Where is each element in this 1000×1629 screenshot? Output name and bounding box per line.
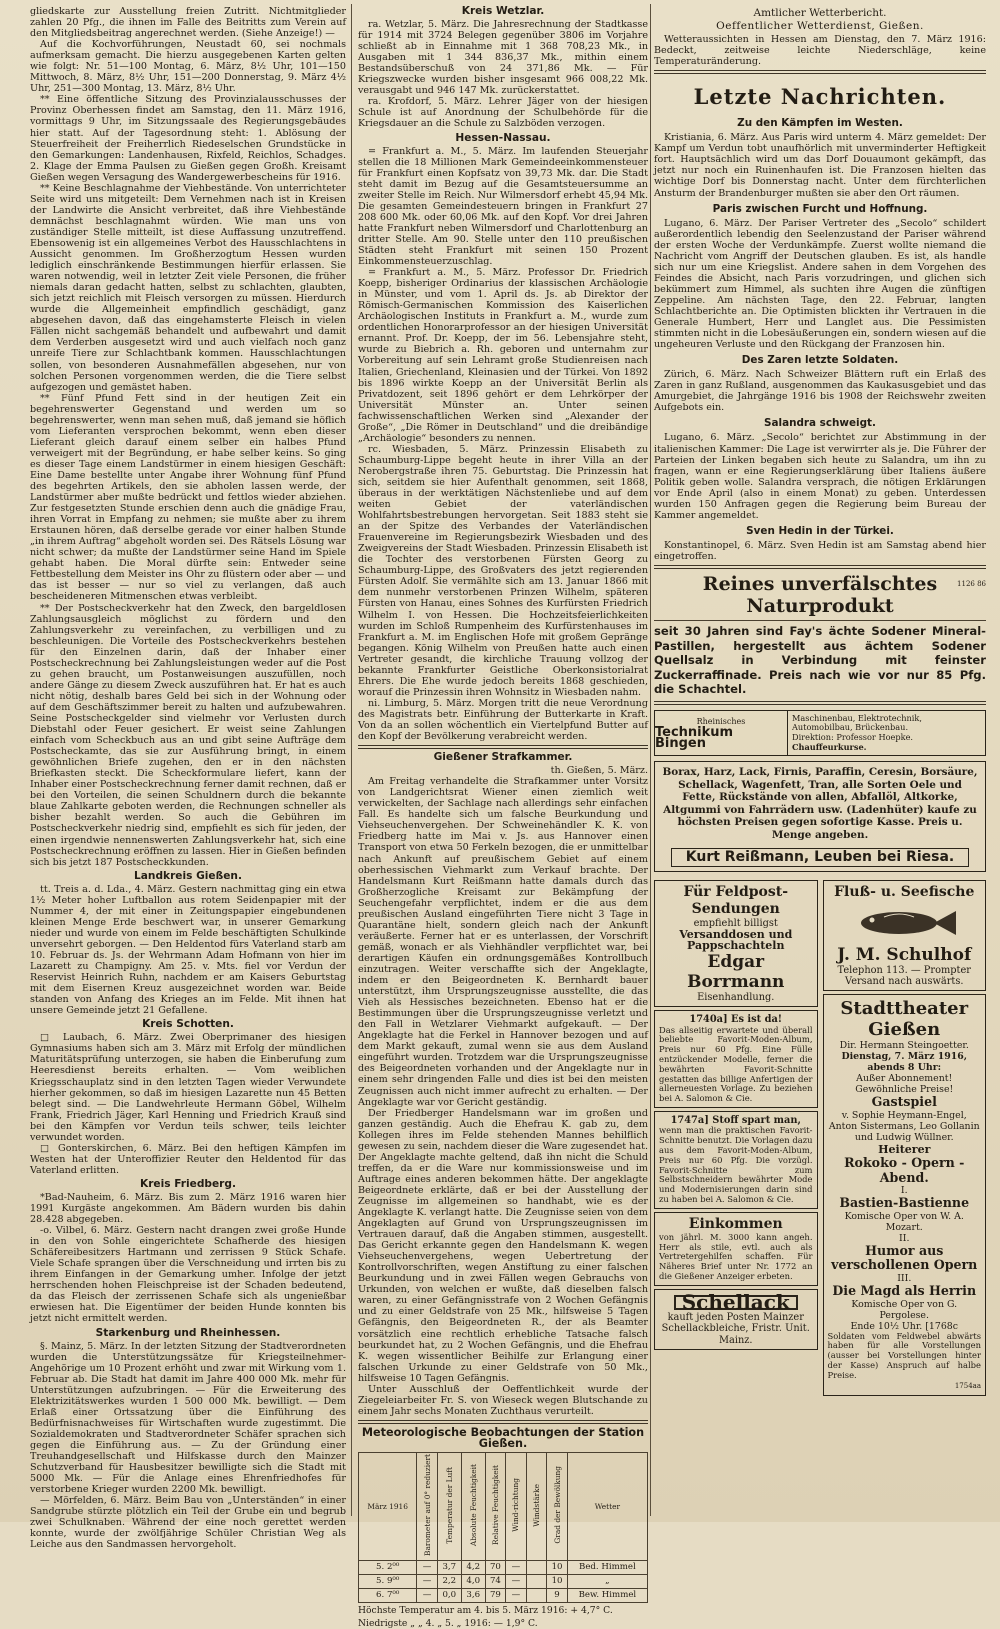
article-paragraph: -o. Vilbel, 6. März. Gestern nacht drangen zwei große Hunde in den von Sohle eingerichtete Schafherde des hiesigen Schäfereibesitzers Hartmann und zerrissen 9 Stück Schafe. Viele Schafe sprangen über die Verschneidung und irrten bis zu ihrem Einfangen in der Gemarkung umher. Infolge der jetzt herrschenden hohen Fleischpreise ist der Schaden bedeutend, da das Fleisch der zerrissenen Schafe sich als ungenießbar erwiesen hat. Die Eigentümer der beiden Hunde konnten bis jetzt nicht ermittelt werden. <box>30 1225 346 1325</box>
section-divider <box>654 701 986 705</box>
ad-stadttheater <box>823 994 987 1395</box>
ad-line: Chauffeurkurse. <box>792 741 867 752</box>
news-subheading: Salandra schweigt. <box>764 417 876 430</box>
theater-label: Heiterer <box>878 1142 931 1156</box>
theater-director: Dir. Hermann Steingoetter. <box>839 1040 969 1052</box>
meteo-max: Höchste Temperatur am 4. bis 5. März 1916: + 4,7° C. <box>358 1605 613 1617</box>
column-divider <box>650 4 651 1516</box>
meteo-cell <box>526 1561 547 1575</box>
theater-play: Humor aus verschollenen Opern <box>831 1242 978 1273</box>
meteo-cell: — <box>506 1561 527 1575</box>
article-paragraph: §. Mainz, 5. März. In der letzten Sitzung der Stadtverordneten wurden die Unterstützungssätze für Kriegsteilnehmer-Angehörige um 10 Prozent erhöht und zwar mit Wirkung vom 1. Februar ab. Die Stadt hat damit im Jahre 400 000 Mk. mehr für Unterstützungen aufzubringen. — Für die Erweiterung des Elektrizitätswerkes wurden 1 500 000 Mk. bewilligt. — Dem Erlaß einer Ortssatzung über die Einführung des Bedürfnisnachweises für Wirtschaften wurde zugestimmt. Die Sozialdemokraten und Stadtverordneter Schäfer sprachen sich gegen die Einführung aus. — Zu der Gründung einer Treuhandgesellschaft und Hilfskasse durch den Mainzer Schutzverband für Hausbesitzer bewilligte sich die Stadt mit 5000 Mk. — Für die Anlage eines Ehrenfriedhofes für verstorbene Krieger wurden 2200 Mk. bewilligt. <box>30 1340 346 1496</box>
meteo-header-text: Wind-richtung <box>511 1478 521 1532</box>
ad-reissmann <box>654 761 986 872</box>
theater-play-info: Komische Oper von G. Pergolese. <box>851 1298 958 1321</box>
ad-headline: Einkommen <box>688 1215 783 1232</box>
news-subheading: Paris zwischen Furcht und Hoffnung. <box>712 202 928 215</box>
article-paragraph: Konstantinopel, 6. März. Sven Hedin ist am Samstag abend hier eingetroffen. <box>654 539 986 562</box>
ad-body: von jährl. M. 3000 kann angeh. Herr als stile, evtl. auch als Vertretergehilfen schaffen. Für Näheres Brief unter Nr. 1772 an die Gießener Anzeiger erbeten. <box>659 1231 813 1281</box>
meteo-row <box>359 1561 648 1575</box>
meteo-cell: 5. 9⁰⁰ <box>359 1575 417 1589</box>
ad-feldpost <box>654 880 818 1008</box>
meteo-cell <box>526 1575 547 1589</box>
ad-column-right <box>823 877 987 1399</box>
meteo-cell: 5. 2⁰⁰ <box>359 1561 417 1575</box>
ad-column-left <box>654 877 818 1399</box>
meteo-cell: — <box>417 1589 438 1603</box>
meteo-header-cell <box>526 1453 547 1561</box>
meteo-cell: 74 <box>485 1575 506 1589</box>
meteo-cell: — <box>417 1561 438 1575</box>
theater-end: Ende 10½ Uhr. [1768c <box>850 1320 959 1332</box>
page-title: Letzte Nachrichten. <box>693 84 947 110</box>
weather-title: Amtlicher Wetterbericht. <box>753 7 887 19</box>
article-paragraph: ra. Krofdorf, 5. März. Lehrer Jäger von der hiesigen Schule ist auf Anordnung der Schulbehörde für die Kriegsdauer an die Schule zu Salzböden verzogen. <box>358 96 648 130</box>
section-heading: Gießener Strafkammer. <box>433 751 573 764</box>
theater-program: Rokoko - Opern - Abend. <box>844 1154 965 1185</box>
section-divider <box>654 70 986 74</box>
section-divider <box>358 1420 648 1424</box>
meteo-cell: 6. 7⁰⁰ <box>359 1589 417 1603</box>
article-paragraph: ** Eine öffentliche Sitzung des Provinzialausschusses der Provinz Oberhessen findet am Samstag, den 11. März 1916, vormittags 9 Uhr, im Sitzungssaale des Regierungsgebäudes hier statt. Auf der Tagesordnung steht: 1. Ablösung der Steuerfreiheit der Freiherrlich Riedeselschen Grundstücke in den Gemarkungen: Landenhausen, Rixfeld, Reichlos, Schadges. 2. Klage der Emma Paulsen zu Gießen gegen Großh. Kreisamt Gießen wegen Versagung des Wandergewerbescheins für 1916. <box>30 94 346 183</box>
fish-icon <box>828 903 982 943</box>
article-paragraph: ** Fünf Pfund Fett sind in der heutigen Zeit ein begehrenswerter Gegenstand und werden um so begehrenswerter, wenn man sehen muß, daß jemand sie höflich vom Lieferanten versprochen bekommt, wenn eben dieser Lieferant gleich darauf einem selber ein halbes Pfund verweigert mit der Begründung, er habe selber keins. So ging es dieser Tage einem Landstürmer in einem hiesigen Geschäft: Eine Dame bestellte unter Angabe ihrer Wohnung fünf Pfund des begehrten Artikels, den sie abholen lassen werde, der Landstürmer aber mußte bedrückt und fettlos wieder abziehen. Zur festgesetzten Stunde erschien denn auch die gnädige Frau, ihren Vorrat in Empfang zu nehmen; sie mußte aber zu ihrem Erstaunen hören, daß derselbe gerade vor einer halben Stunde „in ihrem Auftrag“ abgeholt worden sei. Des Rätsels Lösung war nicht schwer; da mußte der Landstürmer seine Hand im Spiele gehabt haben. Die Moral dürfte sein: Entweder seine Fettbestellung dem Meister ins Ohr zu flüstern oder aber — und das ist besser — nur so viel zu verlangen, daß auch bescheideneren Mitmenschen etwas verbleibt. <box>30 392 346 603</box>
article-paragraph: Kristiania, 6. März. Aus Paris wird unterm 4. März gemeldet: Der Kampf um Verdun tobt unaufhörlich mit unverminderter Heftigkeit fort. Hauptsächlich wird um das Dorf Douaumont gekämpft, das jetzt nur noch ein Ruinenhaufen ist. Die Franzosen hielten das wichtige Dorf bis Donnerstag nacht. Unter dem fürchterlichen Ansturm der Brandenburger mußten sie aber den Ort räumen. <box>654 132 986 199</box>
article-paragraph: Am Freitag verhandelte die Strafkammer unter Vorsitz von Landgerichtsrat Wiener einen ziemlich weit verwickelten, der Sachlage nach allerdings sehr einfachen Fall. Es handelte sich um falsche Beurkundung und Viehseuchenvergehen. Der Schweinehändler K. K. von Friedberg hatte im Mai v. Js. aus Hannover einen Transport von etwa 50 Ferkeln bezogen, die er unmittelbar nach Ankunft auf preußischem Gebiet auf einem oberhessischen Viehmarkt zum Verkauf brachte. Der Handelsmann Kurt Reißmann hatte damals durch das Großherzogliche Kreisamt zur Bekämpfung der Seuchengefahr verpflichtet, indem er die aus dem preußischen Ausland eingeführten Tiere nicht 3 Tage in Quarantäne hielt, sondern gleich nach der Ankunft veräußerte. Ferner hat er es unterlassen, der Vorschrift gemäß, wonach er als Viehhändler verpflichtet war, bei derartigen Käufen ein ordnungsgemäßes Kontrollbuch einzutragen. Weiter verschaffte sich der Angeklagte, indem er den Beigeordneten K. Bernhardt bauer unterstützt, ihm Ursprungszeugnisse ausstellte, die das Vieh als Hessisches bezeichneten. Ebenso hat er die Bestimmungen über die Ursprungszeugnisse verletzt und den Fall in Wetzlarer Viehmarkt aufgekauft. — Der Angeklagte hat die Ferkel in Hannover bezogen und auf dem Markt gekauft, zumal wenn sie aus dem Ausland eingeführt wurden. Trotzdem war die Ursprungszeugnisse des Beigeordneten vorhanden und der Angeklagte nur in einem sehr dringenden Falle und dies ist bei den meisten Zeugnissen auch nicht immer aufrecht zu erhalten. — Der Angeklagte war vor Gericht geständig. <box>358 776 648 1108</box>
meteo-cell: 79 <box>485 1589 506 1603</box>
section-heading: Kreis Schotten. <box>142 1018 234 1031</box>
news-subheading: Sven Hedin in der Türkei. <box>746 524 894 537</box>
theater-play: Die Magd als Herrin <box>832 1282 977 1298</box>
ad-small-text: Rheinisches <box>696 717 746 727</box>
ad-schellack <box>654 1289 818 1350</box>
section-heading: Landkreis Gießen. <box>134 869 242 882</box>
meteo-cell: 4,2 <box>461 1561 485 1575</box>
ad-code: 1126 86 <box>957 579 986 588</box>
column-regional-news <box>358 5 649 1629</box>
ad-body: Das allseitig erwartete und überall beliebte Favorit-Moden-Album, Preis nur 60 Pfg. Eine Fülle entzückender Modelle, ferner die bewährten Favorit-Schnitte gestatten das billige Anfertigen der allerneuesten Vorlage. Zu beziehen bei A. Salomon & Cie. <box>659 1024 813 1104</box>
meteo-body <box>359 1561 648 1603</box>
meteo-header-text: Temperatur der Luft <box>444 1466 454 1544</box>
article-paragraph: ni. Limburg, 5. März. Morgen tritt die neue Verordnung des Magistrats betr. Einführung der Butterkarte in Kraft. Von da an sollen wöchentlich ein Viertelpfund Butter auf den Kopf der Bevölkerung verabreicht werden. <box>358 697 648 743</box>
meteo-header-cell <box>485 1453 506 1561</box>
ad-line: Eisenhandlung. <box>697 991 775 1003</box>
meteo-header-text: Absolute Feuchtigkeit <box>468 1463 478 1547</box>
ad-line: empfiehlt billigst <box>693 917 778 929</box>
meteo-cell: 4,0 <box>461 1575 485 1589</box>
meteo-cell: 3,6 <box>461 1589 485 1603</box>
meteo-cell: 2,2 <box>437 1575 461 1589</box>
section-heading: Hessen-Nassau. <box>455 131 551 144</box>
article-paragraph: = Frankfurt a. M., 5. März. Professor Dr. Friedrich Koepp, bisheriger Ordinarius der klassischen Archäologie in Münster, und vom 1. April ds. Js. ab Direktor der Römisch-Germanischen Kommission des Kaiserlichen Archäologischen Instituts in Frankfurt a. M., wurde zum ordentlichen Honorarprofessor an der hiesigen Universität ernannt. Prof. Dr. Koepp, der im 56. Lebensjahre steht, wurde zu Biebrich a. Rh. geboren und unternahm zur Vorbereitung auf sein Lehramt große Studienreisen nach Italien, Griechenland, Kleinasien und der Türkei. Von 1892 bis 1896 wirkte Koepp an der Universität Berlin als Privatdozent, seit 1896 gehört er dem Lehrkörper der Universität Münster an. Unter seinen fachwissenschaftlichen Werken sind „Alexander der Große“, „Die Römer in Deutschland“ und die dreibändige „Archäologie“ besonders zu nennen. <box>358 267 648 444</box>
column-divider <box>351 4 352 1516</box>
section-divider <box>654 565 986 569</box>
ad-technikum-right <box>788 711 985 755</box>
ad-headline: 1747a] Stoff spart man, <box>670 1114 801 1126</box>
article-paragraph: ** Der Postscheckverkehr hat den Zweck, den bargeldlosen Zahlungsausgleich möglichst zu fördern und den Zahlungsverkehr zu vereinfachen, zu verbilligen und zu beschleunigen. Die Vorteile des Postscheckverkehrs bestehen für den Einzelnen darin, daß der Inhaber einer Postscheckrechnung bei Zahlungsleistungen weder auf die Post zu gehen braucht, um Postanweisungen auszufüllen, noch andere Gänge zu diesem Zweck auszuführen hat. Er hat es auch nicht nötig, deshalb bares Geld bei sich in der Wohnung oder auf dem Geschäftszimmer bereit zu halten und aufzubewahren. Seine Postscheckgelder sind vielmehr vor Verlusten durch Diebstahl oder Feuer gesichert. Er weist seine Zahlungen einfach vom Scheckbuch aus an und gibt seine Aufträge dem Postscheckamte, das sie zur Ausführung bringt, in einem gewöhnlichen Briefe zugehen, den er in den nächsten Briefkasten steckt. Die Scheckformulare liefert, kann der Inhaber einer Postscheckrechnung ferner damit rechnen, daß er bei den Vorteilen, die seinen Schuldnern durch die bekannte blaue Zahlkarte geboten werden, die Rechnungen schneller als bisher bezahlt werden. So auch die Gebühren im Postscheckverkehr niedrig sind, empfiehlt es sich für jeden, der einen irgendwie nennenswerten Zahlungsverkehr hat, sich eine Postscheckrechnung eröffnen zu lassen. Hier in Gießen befinden sich bis jetzt 187 Postscheckkunden. <box>30 602 346 868</box>
ad-code: 1754aa <box>954 1381 981 1390</box>
meteo-header-cell <box>461 1453 485 1561</box>
ad-name: J. M. Schulhof <box>837 944 972 965</box>
ad-technikum-left <box>655 711 788 755</box>
weather-subtitle: Oeffentlicher Wetterdienst, Gießen. <box>716 20 924 33</box>
ad-moden-album <box>654 1010 818 1108</box>
column-local-news <box>30 6 346 1551</box>
ad-fluss-seefische <box>823 880 987 992</box>
ad-technikum-bingen <box>654 710 986 756</box>
ad-line: Maschinenbau, Elektrotechnik, <box>792 712 922 723</box>
meteo-header-cell <box>417 1453 438 1561</box>
ad-headline: Reines unverfälschtes <box>702 572 938 595</box>
ad-headline: Naturprodukt <box>746 594 894 617</box>
article-paragraph: ra. Wetzlar, 5. März. Die Jahresrechnung der Stadtkasse für 1914 mit 3724 Belegen gegenüber 3806 im Vorjahre schließt ab in Einnahme mit 1 368 708,23 Mk., in Ausgaben mit 1 344 836,37 Mk., mithin einem Bestandsüberschuß von 24 371,86 Mk. — Für Kriegszwecke wurden bisher insgesamt 966 008,22 Mk. verausgabt und 946 147 Mk. zurückerstattet. <box>358 19 648 97</box>
news-subheading: Des Zaren letzte Soldaten. <box>741 354 899 367</box>
ad-fay-pastillen <box>654 573 986 697</box>
meteo-cell: 10 <box>547 1575 568 1589</box>
ad-divider <box>654 620 986 621</box>
meteo-cell: — <box>417 1575 438 1589</box>
theater-number: I. <box>900 1185 908 1197</box>
ad-name: Kurt Reißmann, Leuben bei Riesa. <box>671 848 969 867</box>
dateline: th. Gießen, 5. März. <box>550 765 648 777</box>
article-paragraph: rc. Wiesbaden, 5. März. Prinzessin Elisabeth zu Schaumburg-Lippe begeht heute in ihrer Villa an der Nerobergstraße ihren 75. Geburtstag. Die Prinzessin hat sich, seitdem sie hier Aufenthalt genommen, seit 1868, überaus in der werktätigen Nächstenliebe und auf dem weiten Gebiet der vaterländischen Wohlfahrtsbestrebungen hervorgetan. Seit 1883 steht sie an der Spitze des Verbandes der Vaterländischen Frauenvereine im Regierungsbezirk Wiesbaden und des Zweigvereins der Stadt Wiesbaden. Prinzessin Elisabeth ist die Tochter des verstorbenen Fürsten Georg zu Schaumburg-Lippe, des Großvaters des jetzt regierenden Fürsten Adolf. Sie vermählte sich am 13. Januar 1866 mit dem nunmehr verstorbenen Prinzen Wilhelm, späteren Fürsten von Hanau, eines Sohnes des Kurfürsten Friedrich Wilhelm I. von Hessen. Die Hochzeitsfeierlichkeiten wurden im Schloß Rumpenheim des Kurfürstenhauses im Frankfurt a. M. im Englischen Hofe mit großem Gepränge begangen. König Wilhelm von Preußen hatte auch einen Vertreter gesandt, die kirchliche Trauung vollzog der bekannte Frankfurter Geistliche Oberkonsistorialrat Ehrers. Die Ehe wurde jedoch bereits 1868 geschieden, worauf die Prinzessin ihren Wohnsitz in Wiesbaden nahm. <box>358 443 649 698</box>
article-paragraph: Lugano, 6. März. „Secolo“ berichtet zur Abstimmung in der italienischen Kammer: Die Lage ist verwirrter als je. Die Führer der Parteien der Linken begaben sich heute zu Salandra, um ihn zu fragen, wann er eine Regierungserklärung über Italiens äußere Politik geben wolle. Salandra versprach, die nötigen Erklärungen vor Ende April (also in einem Monat) zu geben. Unterdessen wurden 150 Anfragen gegen die Regierung beim Bureau der Kammer angemeldet. <box>654 432 986 521</box>
article-paragraph: Zürich, 6. März. Nach Schweizer Blättern ruft ein Erlaß des Zaren in ganz Rußland, ausgenommen das Kaukasusgebiet und das Amurgebiet, die Jahrgänge 1916 bis 1908 der Reichswehr zweiten Aufgebots ein. <box>654 369 986 414</box>
theater-name: Stadttheater Gießen <box>840 998 969 1041</box>
article-paragraph: — Mörfelden, 6. März. Beim Bau von „Unterständen“ in einer Sandgrube stürzte plötzlich ein Teil der Grube ein und begrub zwei Schulknaben. Während der eine noch gerettet werden konnte, wurde der zwölfjährige Schüler Christian Weg als Leiche aus den Sandmassen hervorgeholt. <box>30 1495 346 1551</box>
ad-name: Edgar Borrmann <box>687 951 785 992</box>
meteo-cell: 10 <box>547 1561 568 1575</box>
meteo-cell: 9 <box>547 1589 568 1603</box>
theater-abo: Außer Abonnement! Gewöhnliche Preise! <box>855 1073 954 1096</box>
ad-line: Automobilbau, Brückenbau. <box>792 722 909 733</box>
article-paragraph: *Bad-Nauheim, 6. März. Bis zum 2. März 1916 waren hier 1991 Kurgäste angekommen. Am Bädern wurden bis dahin 28.428 abgegeben. <box>30 1191 346 1226</box>
meteo-cell: Bed. Himmel <box>567 1561 647 1575</box>
ad-body: seit 30 Jahren sind Fay's ächte Sodener Mineral-Pastillen, hergestellt aus ächtem Sodener Quellsalz in Verbindung mit feinster Zuckerraffinade. Preis nach wie vor nur 85 Pfg. die Schachtel. <box>654 623 986 697</box>
meteo-header-cell: März 1916 <box>359 1453 417 1561</box>
ad-line: Telephon 113. — Prompter Versand nach auswärts. <box>837 964 971 987</box>
theater-play: Bastien-Bastienne <box>839 1195 970 1211</box>
meteo-cell <box>526 1589 547 1603</box>
theater-number: III. <box>897 1272 912 1284</box>
theater-performers: v. Sophie Heymann-Engel, Anton Sistermans, Leo Gollanin und Ludwig Wüllner. <box>828 1109 980 1143</box>
ad-line: Direktion: Professor Hoepke. <box>792 731 914 742</box>
meteo-row <box>359 1589 648 1603</box>
meteo-header-cell <box>437 1453 461 1561</box>
ad-grid <box>654 877 986 1399</box>
meteo-header-text: Grad der Bewölkung <box>552 1466 562 1544</box>
article-paragraph: gliedskarte zur Ausstellung freien Zutritt. Nichtmitglieder zahlen 20 Pfg., die ihnen im Falle des Beitritts zum Verein auf den Mitgliedsbeitrag angerechnet werden. (Siehe Anzeige!) — <box>30 6 346 40</box>
meteo-header-cell <box>506 1453 527 1561</box>
column-latest-news-ads <box>654 6 986 1516</box>
ad-body: Borax, Harz, Lack, Firnis, Paraffin, Ceresin, Borsäure, Schellack, Wagenfett, Tran, alle Sorten Oele und Fette, Rückstände von allen, Abfallöl, Altkorke, Altgummi von Fahrrädern usw. (Ladenhüter) kaufe zu höchsten Preisen gegen sofortige Kasse. Preis u. Menge angeben. <box>662 765 978 841</box>
meteo-header-cell <box>547 1453 568 1561</box>
meteo-header-cell: Wetter <box>567 1453 647 1561</box>
meteo-table <box>358 1452 648 1603</box>
theater-gastspiel: Gastspiel <box>871 1094 937 1110</box>
meteo-cell: — <box>506 1575 527 1589</box>
article-paragraph: tt. Treis a. d. Lda., 4. März. Gestern nachmittag ging ein etwa 1½ Meter hoher Luftballon aus rotem Seidenpapier mit der Nummer 4, der mit einer in Zeitungspapier eingebundenen kleinen Menge Erde beschwert war, in unserer Gemarkung nieder und wurde von einem im Felde beschäftigten Schulkinde unversehrt geborgen. — Den Heldentod fürs Vaterland starb am 10. Februar ds. Js. der Wehrmann Adam Hofmann von hier im Lazarett zu Champigny. Am 25. v. Mts. fiel vor Verdun der Reservist Heinrich Ruhn, nachdem er am Kaisers Geburtstag mit dem Eisernen Kreuz ausgezeichnet worden war. Beide standen von Anfang des Krieges an im Felde. Mit ihnen hat unsere Gemeinde jetzt 21 Gefallene. <box>30 883 346 1017</box>
ad-stoff <box>654 1111 818 1209</box>
theater-number: II. <box>899 1232 910 1244</box>
article-paragraph: □ Laubach, 6. März. Zwei Oberprimaner des hiesigen Gymnasiums haben sich am 3. März mit Erfolg der mündlichen Maturitätsprüfung unterzogen, sie haben die Einberufung zum Heeresdienst bereits erhalten. — Vom weiblichen Kriegsschauplatz sind in den letzten Tagen wieder Verwundete hierher gekommen, so daß im hiesigen Lazarette nun 45 Betten belegt sind. — Die Landwehrleute Hermann Göbel, Wilhelm Frank, Friedrich Jäger, Karl Henning und Friedrich Krauß sind bei den Kämpfen vor Verdun teils schwer, teils leichter verwundet worden. <box>30 1032 346 1143</box>
article-paragraph: Der Friedberger Handelsmann war im großen und ganzen geständig. Auch die Ehefrau K. gab zu, dem Kollegen ihres im Felde stehenden Mannes behilflich gewesen zu sein, nachdem dieser die Ware zugesendet hat. Der Angeklagte machte geltend, daß ihn nicht die Schuld treffen, da er die Ware nur kommissionsweise und im Auftrage eines anderen bekommen hätte. Der angeklagte Beigeordnete erklärte, daß er bei der Ausstellung der Zeugnisse im allgemeinen so handhabt, wie es der Angeklagte K. verlangt hatte. Die Zeugnisse seien von dem Angeklagten auf Grund von Ursprungszeugnissen im Vertrauen darauf, daß die Angaben stimmen, ausgestellt. Das Gericht erkannte gegen den Handelsmann K. wegen Viehseuchenvergehens, wegen Uebertretung der Kontrollvorschriften, wegen Anstiftung zu einer falschen Beurkundung und in zwei Fällen wegen Gebrauchs von Urkunden, von welchen er wußte, daß dieselben falsch waren, zu einer Gefängnisstrafe von 2 Wochen Gefängnis und zu einer Geldstrafe von 25 Mk., hilfsweise 5 Tagen Gefängnis, den Beigeordneten R., der als Beamter vorsätzlich eine rechtlich erhebliche Tatsache falsch beurkundet hat, zu 2 Wochen Gefängnis, und die Ehefrau K. wegen wissentlicher Beihilfe zur Erlangung einer falschen Urkunde zu einer Geldstrafe von 50 Mk., hilfsweise 10 Tagen Gefängnis. <box>358 1107 648 1384</box>
ad-body: wenn man die praktischen Favorit-Schnitte benutzt. Die Vorlagen dazu aus dem Favorit-Moden-Album, Preis nur 60 Pfg. Die vorzügl. Favorit-Schnitte zum Selbstschneidern bewährter Mode und Modernisierungen darin sind zu haben bei A. Salomon & Cie. <box>659 1125 813 1204</box>
meteo-header-text: Barometer auf 0° reduziert <box>422 1454 432 1556</box>
theater-note: Soldaten vom Feldwebel abwärts haben für alle Vorstellungen (ausser bei Vorstellungen hinter der Kasse) Anspruch auf halbe Preise. <box>827 1330 981 1380</box>
ad-headline: Schellack <box>674 1295 798 1310</box>
section-heading: Kreis Wetzlar. <box>461 5 545 17</box>
meteo-header-text: Relative Feuchtigkeit <box>490 1465 500 1545</box>
meteo-row <box>359 1575 648 1589</box>
ad-einkommen <box>654 1212 818 1286</box>
meteo-cell: 0,0 <box>437 1589 461 1603</box>
section-divider <box>358 745 648 749</box>
theater-date: Dienstag, 7. März 1916, abends 8 Uhr: <box>841 1051 968 1074</box>
article-paragraph: Unter Ausschluß der Oeffentlichkeit wurde der Ziegeleiarbeiter Fr. S. von Wieseck wegen Blutschande zu einem Jahr sechs Monaten Zuchthaus verurteilt. <box>358 1383 648 1417</box>
section-heading: Starkenburg und Rheinhessen. <box>95 1326 281 1339</box>
meteo-cell: Bew. Himmel <box>567 1589 647 1603</box>
ad-line: Versanddosen und Pappschachteln <box>679 927 793 953</box>
ad-headline: 1740a] Es ist da! <box>689 1014 783 1026</box>
meteo-header-row <box>359 1453 648 1561</box>
meteo-cell: — <box>506 1589 527 1603</box>
meteo-cell: 70 <box>485 1561 506 1575</box>
meteo-cell: 3,7 <box>437 1561 461 1575</box>
ad-body: kauft jeden Posten Mainzer Schellackbleiche, Fristr. Unit. Mainz. <box>661 1311 810 1346</box>
ad-headline: Fluß- u. Seefische <box>834 883 975 900</box>
article-paragraph: ** Keine Beschlagnahme der Viehbestände. Von unterrichteter Seite wird uns mitgeteilt: Dem Vernehmen nach ist in Kreisen der Landwirte die Ansicht verbreitet, daß ihre Viehbestände demnächst beschlagnahmt würden. Wie man uns von zuständiger Stelle mitteilt, ist diese Auffassung unzutreffend. Ebensowenig ist ein allgemeines Verbot des Hausschlachtens in Aussicht genommen. Im Großherzogtum Hessen wurden lediglich einschränkende Bestimmungen hierfür erlassen. Sie waren notwendig, weil in letzter Zeit viele Personen, die früher niemals daran gedacht hatten, selbst zu schlachten, glaubten, sich jetzt reichlich mit Fleisch versorgen zu müssen. Hierdurch wurde die Allgemeinheit empfindlich geschädigt, ganz abgesehen davon, daß das eingehamsterte Fleisch in vielen Fällen nicht sachgemäß behandelt und aufbewahrt und damit dem Verderben ausgesetzt wird und auch vielfach noch ganz unreife Tiere zur Schlachtbank kommen. Hausschlachtungen sollen, von besonderen Ausnahmefällen abgesehen, nur von solchen Personen vorgenommen werden, die die Tiere selbst aufgezogen und gemästet haben. <box>30 182 346 393</box>
meteo-header-text: Windstärke <box>531 1483 541 1527</box>
ad-headline: Für Feldpost-Sendungen <box>683 883 789 917</box>
meteo-cell: „ <box>567 1575 647 1589</box>
meteo-title: Meteorologische Beobachtungen der Station Gießen. <box>361 1425 645 1450</box>
weather-text: Wetteraussichten in Hessen am Dienstag, den 7. März 1916: Bedeckt, zeitweise leichte Niederschläge, keine Temperaturänderung. <box>654 34 986 68</box>
meteo-min: Niedrigste „ „ 4. „ 5. „ 1916: — 1,9° C. <box>358 1618 538 1629</box>
article-paragraph: Auf die Kochvorführungen, Neustadt 60, sei nochmals aufmerksam gemacht. Die hierzu ausgegebenen Karten gelten wie folgt: Nr. 51—100 Montag, 6. März, 8½ Uhr, 101—150 Mittwoch, 8. März, 8½ Uhr, 151—200 Donnerstag, 9. März 4½ Uhr, 251—300 Montag, 13. März, 8½ Uhr. <box>30 39 346 95</box>
article-paragraph: □ Gonterskirchen, 6. März. Bei den heftigen Kämpfen im Westen hat der Unteroffizier Reuter den Heldentod für das Vaterland erlitten. <box>30 1142 346 1176</box>
news-subheading: Zu den Kämpfen im Westen. <box>737 117 903 130</box>
article-paragraph: = Frankfurt a. M., 5. März. Im laufenden Steuerjahr stellen die 18 Millionen Mark Gemeindeeinkommensteuer für Frankfurt einen Kopfsatz von 39,73 Mk. dar. Die Stadt steht damit im Bezug auf die Gesamtsteuersumme an zweiter Stelle im Reich. Nur Wilmersdorf erhebt 45,94 Mk. Die gesamten Gemeindesteuern bringen in Frankfurt 27 208 600 Mk. oder 60,06 Mk. auf den Kopf. Vor drei Jahren hatte Frankfurt neben Wilmersdorf und Charlottenburg an dritter Stelle. Am 90. Stelle unter den 110 preußischen Städten steht Frankfurt mit seinen 150 Prozent Einkommensteuerzuschlag. <box>358 145 648 268</box>
article-paragraph: Lugano, 6. März. Der Pariser Vertreter des „Secolo“ schildert außerordentlich lebendig den Seelenzustand der Pariser während der ersten Woche der Verdunkämpfe. Zuerst wollte niemand die Nachricht vom Angriff der Deutschen glauben. Es ist, als handle sich nur um eine Kriegslist. Andere sahen in dem Vorgehen des Feindes die Absicht, nach Paris vorzudringen, und glichen sich bekümmert zum Himmel, als suchten ihre Augen die zünftigen Zeppeline. Am nächsten Tage, den 22. Februar, langten Schlachtberichte an. Die Optimisten blickten ihr Vertrauen in die Generale Humbert, Herr und Langlet aus. Die Pessimisten stimmten nicht in die Lobesäußerungen ein, sondern wiesen auf die ungeheuren Verluste und den Rückgang der Franzosen hin. <box>654 217 986 351</box>
section-heading: Kreis Friedberg. <box>139 1177 237 1190</box>
ad-name: Technikum Bingen <box>655 725 734 752</box>
theater-play-info: Komische Oper von W. A. Mozart. <box>844 1210 964 1233</box>
